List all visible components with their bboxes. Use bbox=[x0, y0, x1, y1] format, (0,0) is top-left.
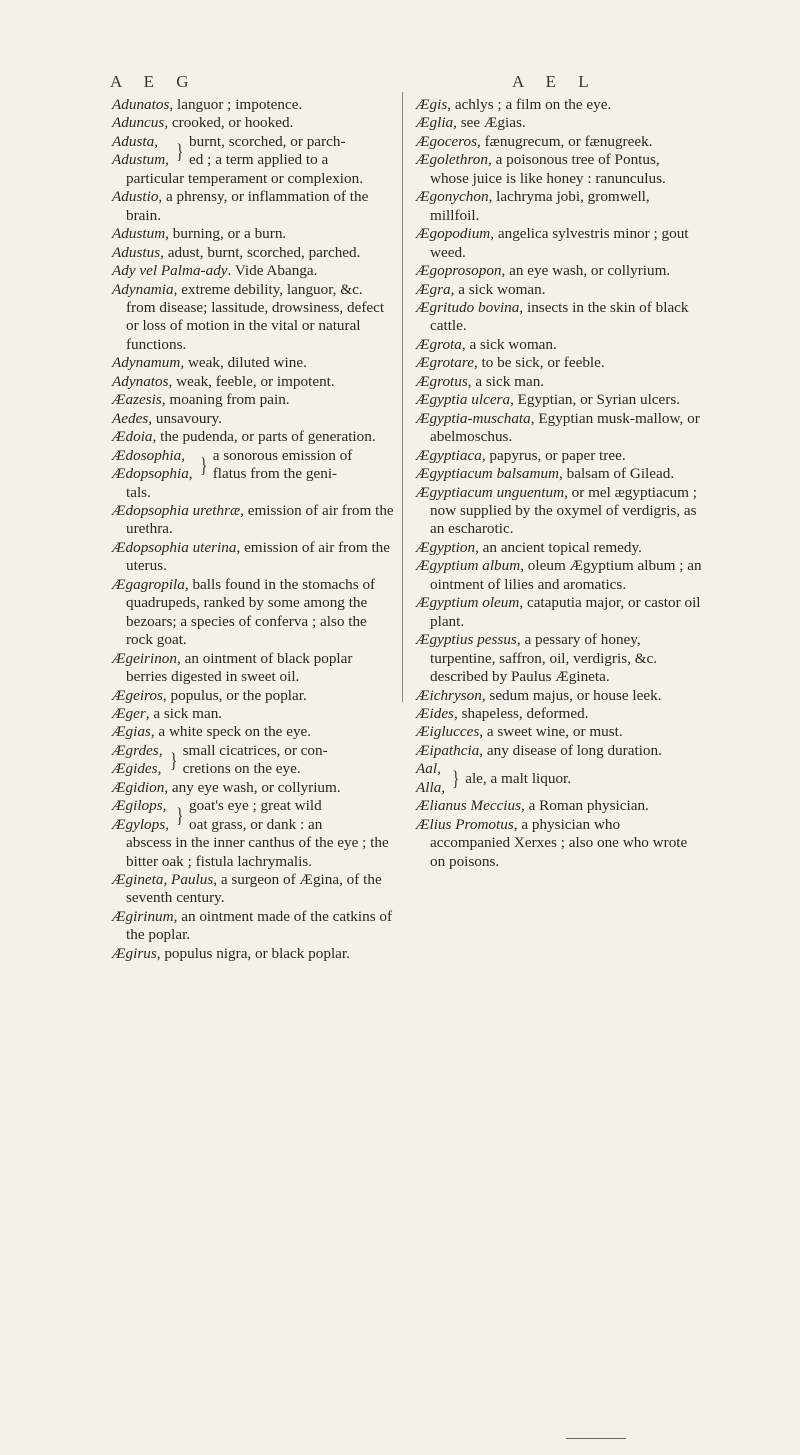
dictionary-entry bbox=[112, 188, 394, 225]
dictionary-entry bbox=[416, 281, 702, 299]
paired-definition bbox=[189, 797, 322, 834]
headword: Adynamia bbox=[112, 280, 174, 298]
headword: Ælianus Meccius bbox=[416, 797, 522, 815]
dictionary-entry bbox=[112, 908, 394, 945]
footer-rule bbox=[566, 1438, 626, 1439]
dictionary-entry bbox=[416, 299, 702, 336]
dictionary-entry bbox=[416, 816, 702, 871]
headword: Ady vel Palma-ady bbox=[112, 262, 228, 280]
brace-mark: } bbox=[452, 766, 460, 791]
definition: , a sick woman. bbox=[461, 335, 557, 353]
definition: , a surgeon of Ægina, of the seventh century. bbox=[126, 871, 382, 907]
definition-line: oat grass, or dank : an bbox=[189, 815, 323, 833]
definition: , balsam of Gilead. bbox=[559, 465, 675, 483]
dictionary-entry bbox=[112, 723, 394, 741]
paired-entry bbox=[112, 447, 394, 502]
paired-entry bbox=[112, 742, 394, 779]
dictionary-entry bbox=[416, 188, 702, 225]
definition-continuation: abscess in the inner canthus of the eye ; the bitter oak ; fistula lachrymalis. bbox=[126, 834, 389, 870]
definition: , an eye wash, or collyrium. bbox=[501, 262, 671, 280]
paired-definition bbox=[213, 447, 353, 484]
definition-continuation: tals. bbox=[126, 483, 151, 501]
definition: , languor ; impotence. bbox=[169, 96, 303, 113]
headword: Ædosophia, bbox=[112, 446, 185, 464]
brace-mark: } bbox=[176, 138, 184, 163]
paired-entry-row bbox=[112, 797, 394, 834]
headword: Ægyptiaca bbox=[416, 446, 482, 464]
headword: Ægyption bbox=[416, 538, 476, 556]
dictionary-entry bbox=[112, 502, 394, 539]
headword: Ægrota bbox=[416, 335, 462, 353]
definition: , see Ægias. bbox=[453, 114, 526, 132]
headword: Adustus bbox=[112, 243, 161, 261]
definition-line: ed ; a term applied to a bbox=[189, 151, 329, 169]
dictionary-entry bbox=[416, 410, 702, 447]
dictionary-entry bbox=[112, 576, 394, 650]
definition: , a sick man. bbox=[145, 704, 223, 722]
paired-headwords bbox=[416, 760, 445, 797]
definition: , fænugrecum, or fænugreek. bbox=[477, 132, 653, 150]
dictionary-entry bbox=[416, 797, 702, 815]
definition-continuation: particular temperament or complexion. bbox=[126, 169, 364, 187]
dictionary-entry bbox=[416, 465, 702, 483]
definition: , burning, or a burn. bbox=[165, 225, 287, 243]
dictionary-entry bbox=[112, 114, 394, 132]
definition: , moaning from pain. bbox=[161, 391, 290, 409]
headword: Æazesis bbox=[112, 391, 162, 409]
definition: , Egyptian musk-mallow, or abelmoschus. bbox=[430, 409, 700, 446]
definition: , a phrensy, or inflammation of the brain. bbox=[126, 188, 369, 224]
dictionary-entry bbox=[416, 723, 702, 741]
definition: , crooked, or hooked. bbox=[164, 114, 294, 132]
dictionary-entry bbox=[112, 779, 394, 797]
definition: , extreme debility, languor, &c. from disease; lassitude, drowsiness, defect or loss of motion in the vital or natural functions. bbox=[126, 280, 385, 353]
headword: Ægeirinon bbox=[112, 649, 177, 667]
definition-line: a sonorous emission of bbox=[212, 446, 353, 464]
dictionary-entry bbox=[112, 945, 394, 963]
headword: Adustio bbox=[112, 188, 159, 206]
paired-entry bbox=[112, 797, 394, 871]
definition-line: small cicatrices, or con- bbox=[182, 741, 328, 759]
definition: . Vide Abanga. bbox=[227, 262, 318, 280]
paired-definition bbox=[465, 760, 571, 797]
headword: Æichryson bbox=[416, 686, 482, 704]
headword: Ægides, bbox=[112, 760, 162, 778]
headword: Ædopsophia, bbox=[112, 465, 193, 483]
dictionary-entry bbox=[112, 705, 394, 723]
dictionary-entry bbox=[416, 133, 702, 151]
dictionary-entry bbox=[112, 410, 394, 428]
headword: Ægritudo bovina bbox=[416, 298, 520, 316]
dictionary-entry bbox=[112, 225, 394, 243]
brace-mark: } bbox=[176, 803, 184, 828]
definition: , weak, feeble, or impotent. bbox=[168, 372, 335, 390]
dictionary-entry bbox=[416, 539, 702, 557]
column-divider bbox=[402, 92, 403, 702]
definition: , shapeless, deformed. bbox=[453, 704, 589, 722]
headword: Ægylops, bbox=[112, 815, 169, 833]
paired-entry-row bbox=[112, 133, 394, 170]
right-column bbox=[416, 96, 702, 871]
paired-definition bbox=[183, 742, 328, 779]
headword: Ægirus bbox=[112, 944, 157, 962]
dictionary-entry bbox=[416, 354, 702, 372]
dictionary-entry bbox=[416, 484, 702, 539]
definition: , a sweet wine, or must. bbox=[479, 723, 623, 741]
definition: , lachryma jobi, gromwell, millfoil. bbox=[430, 188, 650, 224]
headword: Adustum, bbox=[112, 151, 169, 169]
headword: Ælius Promotus bbox=[416, 815, 514, 833]
headword: Ægyptium oleum bbox=[416, 594, 520, 612]
brace-mark: } bbox=[199, 452, 207, 477]
headword: Aedes bbox=[112, 409, 149, 427]
dictionary-entry bbox=[416, 225, 702, 262]
headword: Ægias bbox=[112, 723, 151, 741]
dictionary-entry bbox=[416, 705, 702, 723]
paired-entry bbox=[416, 760, 702, 797]
running-header-right: A E L bbox=[512, 72, 598, 91]
dictionary-entry bbox=[416, 687, 702, 705]
dictionary-entry bbox=[112, 428, 394, 446]
definition: , unsavoury. bbox=[148, 409, 222, 427]
headword: Ægilops, bbox=[112, 797, 167, 815]
headword: Ægyptiacum unguentum bbox=[416, 483, 565, 501]
headword: Ægra bbox=[416, 280, 451, 298]
definition: , an ancient topical remedy. bbox=[475, 538, 642, 556]
headword: Æiglucces bbox=[416, 723, 480, 741]
headword: Æger bbox=[112, 704, 146, 722]
headword: Ægoceros bbox=[416, 132, 478, 150]
dictionary-entry bbox=[112, 373, 394, 391]
dictionary-entry bbox=[112, 281, 394, 355]
dictionary-entry bbox=[416, 391, 702, 409]
dictionary-entry bbox=[416, 594, 702, 631]
paired-entry bbox=[112, 133, 394, 188]
definition: , any disease of long duration. bbox=[479, 741, 662, 759]
headword: Ægirinum bbox=[112, 907, 174, 925]
running-header-left: A E G bbox=[110, 72, 198, 91]
headword: Ægyptium album bbox=[416, 557, 521, 575]
paired-headwords bbox=[112, 742, 163, 779]
dictionary-entry bbox=[416, 631, 702, 686]
paired-headwords bbox=[112, 133, 169, 170]
definition-line: goat's eye ; great wild bbox=[189, 797, 322, 815]
dictionary-entry bbox=[416, 373, 702, 391]
definition: , a white speck on the eye. bbox=[150, 723, 312, 741]
definition: , any eye wash, or collyrium. bbox=[164, 778, 341, 796]
definition: , a sick man. bbox=[467, 372, 545, 390]
definition-line: flatus from the geni- bbox=[212, 465, 338, 483]
dictionary-entry bbox=[416, 96, 702, 114]
definition-line: cretions on the eye. bbox=[182, 760, 301, 778]
dictionary-entry bbox=[416, 742, 702, 760]
dictionary-entry bbox=[112, 244, 394, 262]
definition: , the pudenda, or parts of generation. bbox=[152, 428, 376, 446]
dictionary-entry bbox=[112, 650, 394, 687]
definition: , achlys ; a film on the eye. bbox=[447, 96, 612, 113]
headword: Ægis bbox=[416, 96, 448, 113]
headword: Ægyptia-muschata bbox=[416, 409, 531, 427]
headword: Aduncus bbox=[112, 114, 165, 132]
paired-entry-row bbox=[416, 760, 702, 797]
paired-headwords bbox=[112, 447, 193, 484]
headword: Ædopsophia uterina bbox=[112, 538, 237, 556]
headword: Ædopsophia urethræ bbox=[112, 501, 241, 519]
definition: , balls found in the stomachs of quadrupeds, ranked by some among the bezoars; a species of conferva ; also the rock goat. bbox=[126, 575, 376, 649]
dictionary-entry bbox=[416, 557, 702, 594]
definition: , insects in the skin of black cattle. bbox=[430, 298, 689, 335]
headword: Adustum bbox=[112, 225, 166, 243]
headword: Ægopodium bbox=[416, 225, 491, 243]
paired-definition bbox=[189, 133, 345, 170]
headword: Aal, bbox=[416, 760, 441, 778]
definition: , an ointment of black poplar berries digested in sweet oil. bbox=[126, 649, 353, 686]
headword: Adynamum bbox=[112, 354, 181, 372]
brace-mark: } bbox=[169, 747, 177, 772]
headword: Ægyptia ulcera bbox=[416, 391, 511, 409]
headword: Æides bbox=[416, 704, 454, 722]
definition: , populus nigra, or black poplar. bbox=[156, 944, 350, 962]
dictionary-entry bbox=[416, 262, 702, 280]
paired-entry-row bbox=[112, 447, 394, 484]
dictionary-entry bbox=[416, 336, 702, 354]
headword: Ægyptius pessus bbox=[416, 631, 517, 649]
definition: , oleum Ægyptium album ; an ointment of lilies and aromatics. bbox=[430, 557, 702, 593]
definition: , to be sick, or feeble. bbox=[473, 354, 605, 372]
definition: , emission of air from the urethra. bbox=[126, 501, 394, 538]
definition: , cataputia major, or castor oil plant. bbox=[430, 594, 701, 630]
headword: Ægrotus bbox=[416, 372, 468, 390]
definition: , papyrus, or paper tree. bbox=[481, 446, 626, 464]
headword: Ægyptiacum balsamum bbox=[416, 465, 560, 483]
headword: Ægeiros bbox=[112, 686, 163, 704]
headword: Ægagropila bbox=[112, 575, 185, 593]
headword: Æipathcia bbox=[416, 741, 480, 759]
dictionary-entry bbox=[416, 447, 702, 465]
headword: Ædoia bbox=[112, 428, 153, 446]
dictionary-entry bbox=[112, 354, 394, 372]
left-column bbox=[112, 96, 394, 963]
definition: , a poisonous tree of Pontus, whose juice is like honey : ranunculus. bbox=[430, 151, 666, 187]
headword: Ægrotare bbox=[416, 354, 474, 372]
definition: , a Roman physician. bbox=[521, 797, 649, 815]
headword: Ægidion bbox=[112, 778, 165, 796]
definition-line: burnt, scorched, or parch- bbox=[189, 132, 346, 150]
definition: , sedum majus, or house leek. bbox=[481, 686, 662, 704]
definition: , emission of air from the uterus. bbox=[126, 538, 390, 575]
dictionary-entry bbox=[416, 114, 702, 132]
definition: , a pessary of honey, turpentine, saffron, oil, verdigris, &c. described by Paulus Ægineta. bbox=[430, 631, 658, 686]
headword: Ægoprosopon bbox=[416, 262, 502, 280]
headword: Ægolethron bbox=[416, 151, 488, 169]
headword: Ægineta, Paulus bbox=[112, 871, 214, 889]
definition: , angelica sylvestris minor ; gout weed. bbox=[430, 225, 689, 261]
paired-entry-row bbox=[112, 742, 394, 779]
dictionary-entry bbox=[112, 96, 394, 114]
dictionary-entry bbox=[112, 391, 394, 409]
paired-headwords bbox=[112, 797, 169, 834]
dictionary-entry bbox=[112, 262, 394, 280]
dictionary-entry bbox=[112, 687, 394, 705]
dictionary-entry bbox=[112, 539, 394, 576]
dictionary-entry bbox=[112, 871, 394, 908]
definition: , populus, or the poplar. bbox=[162, 686, 307, 704]
headword: Æglia bbox=[416, 114, 454, 132]
headword: Adusta, bbox=[112, 132, 158, 150]
definition: , a physician who accompanied Xerxes ; also one who wrote on poisons. bbox=[430, 815, 688, 870]
headword: Alla, bbox=[416, 778, 446, 796]
definition: , adust, burnt, scorched, parched. bbox=[160, 243, 361, 261]
definition-line: ale, a malt liquor. bbox=[465, 769, 572, 787]
definition: , weak, diluted wine. bbox=[180, 354, 307, 372]
dictionary-entry bbox=[416, 151, 702, 188]
headword: Ægrdes, bbox=[112, 741, 163, 759]
definition: , an ointment made of the catkins of the poplar. bbox=[126, 907, 393, 944]
headword: Ægonychon bbox=[416, 188, 489, 206]
headword: Adunatos bbox=[112, 96, 170, 113]
definition: , Egyptian, or Syrian ulcers. bbox=[510, 391, 681, 409]
headword: Adynatos bbox=[112, 372, 169, 390]
definition: , or mel ægyptiacum ; now supplied by the oxymel of verdigris, as an escharotic. bbox=[430, 483, 697, 538]
definition: , a sick woman. bbox=[450, 280, 546, 298]
